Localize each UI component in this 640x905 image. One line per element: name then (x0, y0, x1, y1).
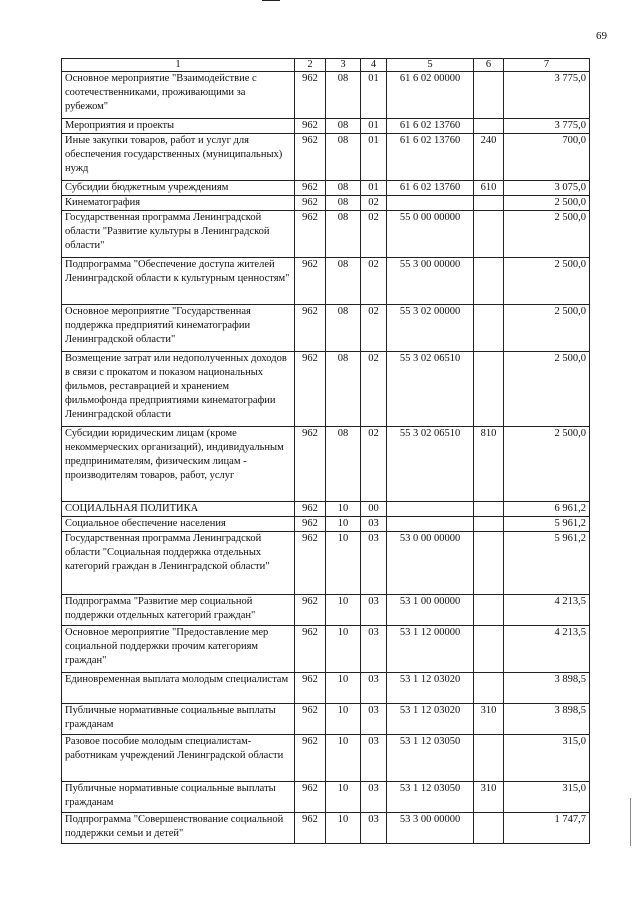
row-amount: 4 213,5 (504, 626, 590, 673)
row-target-code: 55 3 02 06510 (387, 427, 474, 502)
row-target-code: 53 1 00 00000 (387, 595, 474, 626)
row-expense-type-code (474, 532, 504, 595)
header-col-7: 7 (504, 59, 590, 72)
row-subsection-code: 03 (361, 735, 387, 782)
row-expense-type-code (474, 626, 504, 673)
table-row (62, 502, 590, 517)
row-amount: 700,0 (504, 134, 590, 181)
header-row (62, 59, 590, 72)
row-grbs-code: 962 (295, 626, 326, 673)
header-col-6: 6 (474, 59, 504, 72)
row-grbs-code: 962 (295, 211, 326, 258)
row-section-code: 10 (326, 595, 361, 626)
row-name: Разовое пособие молодым специалистам-работникам учреждений Ленинградской области (62, 735, 295, 782)
row-expense-type-code (474, 517, 504, 532)
row-amount: 2 500,0 (504, 258, 590, 305)
row-amount: 2 500,0 (504, 305, 590, 352)
row-expense-type-code: 310 (474, 704, 504, 735)
row-name: Подпрограмма "Развитие мер социальной поддержки отдельных категорий граждан" (62, 595, 295, 626)
row-subsection-code: 03 (361, 673, 387, 704)
row-name: Государственная программа Ленинградской области "Развитие культуры в Ленинградской области" (62, 211, 295, 258)
row-target-code (387, 196, 474, 211)
row-grbs-code: 962 (295, 595, 326, 626)
table-row (62, 813, 590, 844)
row-expense-type-code: 810 (474, 427, 504, 502)
row-amount: 315,0 (504, 782, 590, 813)
row-amount: 4 213,5 (504, 595, 590, 626)
row-subsection-code: 03 (361, 517, 387, 532)
row-section-code: 08 (326, 258, 361, 305)
row-amount: 2 500,0 (504, 196, 590, 211)
row-amount: 5 961,2 (504, 532, 590, 595)
row-grbs-code: 962 (295, 704, 326, 735)
table-row (62, 211, 590, 258)
row-grbs-code: 962 (295, 735, 326, 782)
table-row (62, 352, 590, 427)
table-body (62, 72, 590, 844)
row-amount: 2 500,0 (504, 352, 590, 427)
header-col-3: 3 (326, 59, 361, 72)
row-amount: 1 747,7 (504, 813, 590, 844)
row-amount: 3 898,5 (504, 704, 590, 735)
row-target-code: 53 1 12 03020 (387, 704, 474, 735)
budget-table (61, 58, 590, 844)
row-grbs-code: 962 (295, 305, 326, 352)
row-name: Основное мероприятие "Предоставление мер социальной поддержки прочим категориям граждан" (62, 626, 295, 673)
row-subsection-code: 03 (361, 532, 387, 595)
row-grbs-code: 962 (295, 352, 326, 427)
row-subsection-code: 02 (361, 427, 387, 502)
row-section-code: 10 (326, 502, 361, 517)
row-grbs-code: 962 (295, 258, 326, 305)
row-expense-type-code (474, 119, 504, 134)
row-section-code: 10 (326, 673, 361, 704)
row-grbs-code: 962 (295, 813, 326, 844)
table-row (62, 258, 590, 305)
row-grbs-code: 962 (295, 134, 326, 181)
row-amount: 5 961,2 (504, 517, 590, 532)
table-row (62, 532, 590, 595)
row-target-code: 53 1 12 03050 (387, 782, 474, 813)
table-row (62, 704, 590, 735)
row-section-code: 08 (326, 211, 361, 258)
row-subsection-code: 03 (361, 813, 387, 844)
row-subsection-code: 01 (361, 181, 387, 196)
row-amount: 3 775,0 (504, 119, 590, 134)
row-name: Публичные нормативные социальные выплаты гражданам (62, 782, 295, 813)
row-name: Подпрограмма "Обеспечение доступа жителей Ленинградской области к культурным ценностям" (62, 258, 295, 305)
row-name: Возмещение затрат или недополученных доходов в связи с прокатом и показом национальных фильмов, реставрацией и хранением фильмофонда предприятиями кинематографии Ленинградской области (62, 352, 295, 427)
row-grbs-code: 962 (295, 532, 326, 595)
table-row (62, 673, 590, 704)
row-grbs-code: 962 (295, 72, 326, 119)
row-subsection-code: 03 (361, 626, 387, 673)
row-amount: 3 775,0 (504, 72, 590, 119)
row-amount: 3 898,5 (504, 673, 590, 704)
row-amount: 2 500,0 (504, 427, 590, 502)
row-section-code: 08 (326, 427, 361, 502)
row-subsection-code: 02 (361, 258, 387, 305)
header-col-1: 1 (62, 59, 295, 72)
row-section-code: 08 (326, 305, 361, 352)
row-target-code: 61 6 02 13760 (387, 119, 474, 134)
row-name: Социальное обеспечение населения (62, 517, 295, 532)
row-name: СОЦИАЛЬНАЯ ПОЛИТИКА (62, 502, 295, 517)
row-subsection-code: 02 (361, 196, 387, 211)
row-expense-type-code (474, 72, 504, 119)
row-name: Единовременная выплата молодым специалистам (62, 673, 295, 704)
row-section-code: 08 (326, 119, 361, 134)
row-expense-type-code (474, 258, 504, 305)
table-row (62, 134, 590, 181)
row-target-code: 53 1 12 03020 (387, 673, 474, 704)
row-subsection-code: 00 (361, 502, 387, 517)
row-expense-type-code: 240 (474, 134, 504, 181)
row-target-code: 55 3 02 06510 (387, 352, 474, 427)
row-section-code: 10 (326, 532, 361, 595)
row-expense-type-code (474, 352, 504, 427)
table-row (62, 427, 590, 502)
row-subsection-code: 03 (361, 782, 387, 813)
row-name: Иные закупки товаров, работ и услуг для обеспечения государственных (муниципальных) нужд (62, 134, 295, 181)
row-target-code: 61 6 02 13760 (387, 181, 474, 196)
row-target-code: 53 0 00 00000 (387, 532, 474, 595)
row-subsection-code: 03 (361, 595, 387, 626)
row-expense-type-code (474, 305, 504, 352)
row-amount: 3 075,0 (504, 181, 590, 196)
table-row (62, 517, 590, 532)
row-name: Государственная программа Ленинградской области "Социальная поддержка отдельных категорий граждан в Ленинградской области" (62, 532, 295, 595)
row-section-code: 10 (326, 735, 361, 782)
row-grbs-code: 962 (295, 673, 326, 704)
row-grbs-code: 962 (295, 782, 326, 813)
header-col-5: 5 (387, 59, 474, 72)
row-target-code: 53 1 12 00000 (387, 626, 474, 673)
row-target-code: 53 3 00 00000 (387, 813, 474, 844)
row-section-code: 10 (326, 626, 361, 673)
row-target-code: 55 3 02 00000 (387, 305, 474, 352)
row-expense-type-code (474, 595, 504, 626)
header-col-4: 4 (361, 59, 387, 72)
scan-edge-mark (262, 0, 280, 1)
row-target-code (387, 517, 474, 532)
row-section-code: 08 (326, 352, 361, 427)
row-expense-type-code (474, 211, 504, 258)
row-section-code: 08 (326, 196, 361, 211)
row-grbs-code: 962 (295, 502, 326, 517)
row-subsection-code: 03 (361, 704, 387, 735)
row-amount: 2 500,0 (504, 211, 590, 258)
row-expense-type-code (474, 735, 504, 782)
row-amount: 6 961,2 (504, 502, 590, 517)
row-name: Субсидии юридическим лицам (кроме некоммерческих организаций), индивидуальным предпринимателям, физическим лицам - производителям товаров, работ, услуг (62, 427, 295, 502)
row-target-code (387, 502, 474, 517)
table-row (62, 735, 590, 782)
row-expense-type-code (474, 502, 504, 517)
row-name: Субсидии бюджетным учреждениям (62, 181, 295, 196)
row-grbs-code: 962 (295, 196, 326, 211)
row-target-code: 55 3 00 00000 (387, 258, 474, 305)
row-grbs-code: 962 (295, 181, 326, 196)
row-name: Мероприятия и проекты (62, 119, 295, 134)
row-name: Основное мероприятие "Государственная поддержка предприятий кинематографии Ленинградской области" (62, 305, 295, 352)
row-name: Публичные нормативные социальные выплаты гражданам (62, 704, 295, 735)
row-subsection-code: 02 (361, 211, 387, 258)
row-section-code: 10 (326, 517, 361, 532)
row-section-code: 10 (326, 813, 361, 844)
row-grbs-code: 962 (295, 119, 326, 134)
row-name: Подпрограмма "Совершенствование социальной поддержки семьи и детей" (62, 813, 295, 844)
header-col-2: 2 (295, 59, 326, 72)
row-expense-type-code (474, 196, 504, 211)
row-grbs-code: 962 (295, 517, 326, 532)
row-subsection-code: 02 (361, 352, 387, 427)
row-target-code: 55 0 00 00000 (387, 211, 474, 258)
scan-edge-mark-right (630, 798, 631, 846)
table-row (62, 595, 590, 626)
row-section-code: 10 (326, 704, 361, 735)
row-expense-type-code: 610 (474, 181, 504, 196)
table-row (62, 626, 590, 673)
row-subsection-code: 01 (361, 72, 387, 119)
row-target-code: 61 6 02 13760 (387, 134, 474, 181)
table-row (62, 72, 590, 119)
table-row (62, 181, 590, 196)
row-expense-type-code: 310 (474, 782, 504, 813)
row-subsection-code: 02 (361, 305, 387, 352)
row-target-code: 61 6 02 00000 (387, 72, 474, 119)
row-expense-type-code (474, 673, 504, 704)
row-section-code: 08 (326, 134, 361, 181)
row-subsection-code: 01 (361, 119, 387, 134)
row-name: Кинематография (62, 196, 295, 211)
row-section-code: 08 (326, 181, 361, 196)
row-name: Основное мероприятие "Взаимодействие с соотечественниками, проживающими за рубежом" (62, 72, 295, 119)
row-section-code: 10 (326, 782, 361, 813)
row-section-code: 08 (326, 72, 361, 119)
row-expense-type-code (474, 813, 504, 844)
row-subsection-code: 01 (361, 134, 387, 181)
row-amount: 315,0 (504, 735, 590, 782)
row-grbs-code: 962 (295, 427, 326, 502)
table-row (62, 305, 590, 352)
table-row (62, 782, 590, 813)
table-row (62, 119, 590, 134)
row-target-code: 53 1 12 03050 (387, 735, 474, 782)
table-row (62, 196, 590, 211)
page-number: 69 (596, 30, 607, 42)
